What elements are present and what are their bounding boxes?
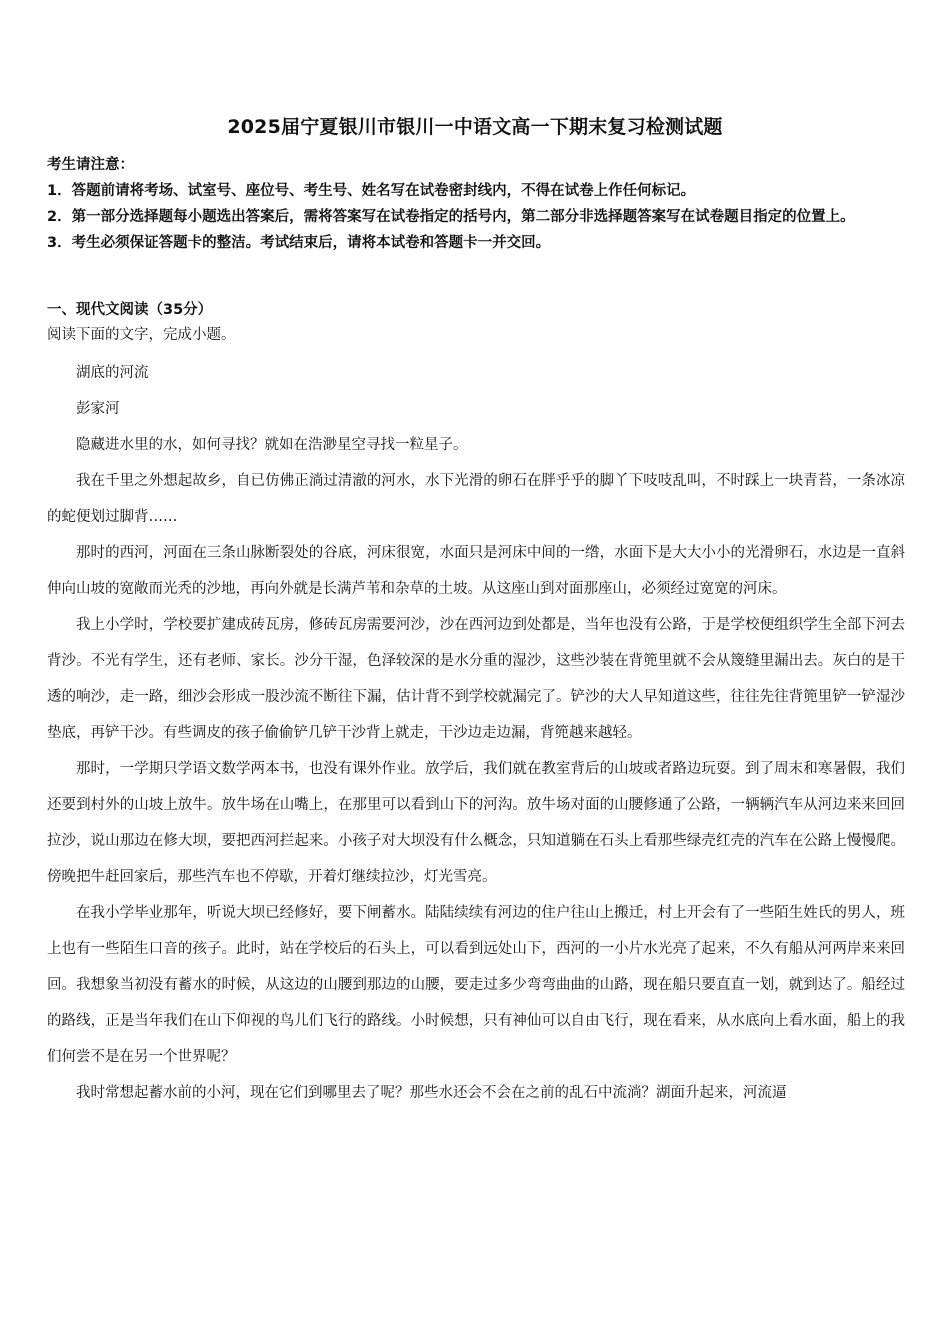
article-paragraph: 那时，一学期只学语文数学两本书，也没有课外作业。放学后，我们就在教室背后的山坡或者路边玩耍。到了周末和寒暑假，我们还要到村外的山坡上放牛。放牛场在山嘴上，在那里可以看到山下的河沟。放牛场对面的山腰修通了公路，一辆辆汽车从河边来来回回拉沙，说山那边在修大坝，要把西河拦起来。小孩子对大坝没有什么概念，只知道躺在石头上看那些绿壳红壳的汽车在公路上慢慢爬。傍晚把牛赶回家后，那些汽车也不停歇，开着灯继续拉沙，灯光雪亮。 xyxy=(47,761,905,885)
notice-heading: 考生请注意： xyxy=(47,157,134,173)
article-author: 彭家河 xyxy=(76,401,120,417)
article-paragraph: 那时的西河，河面在三条山脉断裂处的谷底，河床很宽，水面只是河床中间的一绺，水面下是大大小小的光滑卵石，水边是一直斜伸向山坡的宽敞而光秃的沙地，再向外就是长满芦苇和杂草的土坡。从这座山到对面那座山，必须经过宽宽的河床。 xyxy=(47,545,905,597)
article-paragraph: 我时常想起蓄水前的小河，现在它们到哪里去了呢？那些水还会不会在之前的乱石中流淌？湖面升起来，河流逼 xyxy=(76,1085,787,1101)
notice-item: 3．考生必须保证答题卡的整洁。考试结束后，请将本试卷和答题卡一并交回。 xyxy=(47,235,551,251)
article-title: 湖底的河流 xyxy=(76,365,149,381)
article-paragraph: 在我小学毕业那年，听说大坝已经修好，要下闸蓄水。陆陆续续有河边的住户往山上搬迁，村上开会有了一些陌生姓氏的男人，班上也有一些陌生口音的孩子。此时，站在学校后的石头上，可以看到远处山下，西河的一小片水光亮了起来，不久有船从河两岸来来回回。我想象当初没有蓄水的时候，从这边的山腰到那边的山腰，要走过多少弯弯曲曲的山路，现在船只要直直一划，就到达了。船经过的路线，正是当年我们在山下仰视的鸟儿们飞行的路线。小时候想，只有神仙可以自由飞行，现在看来，从水底向上看水面，船上的我们何尝不是在另一个世界呢？ xyxy=(47,905,905,1065)
reading-passage xyxy=(47,355,905,1111)
notice-item: 2．第一部分选择题每小题选出答案后，需将答案写在试卷指定的括号内，第二部分非选择题答案写在试卷题目指定的位置上。 xyxy=(47,209,855,225)
article-paragraph: 我上小学时，学校要扩建成砖瓦房，修砖瓦房需要河沙，沙在西河边到处都是，当年也没有公路，于是学校便组织学生全部下河去背沙。不光有学生，还有老师、家长。沙分干湿，色泽较深的是水分重的湿沙，这些沙装在背篼里就不会从篾缝里漏出去。灰白的是干透的响沙，走一路，细沙会形成一股沙流不断往下漏，估计背不到学校就漏完了。铲沙的大人早知道这些，往往先往背篼里铲一铲湿沙垫底，再铲干沙。有些调皮的孩子偷偷铲几铲干沙背上就走，干沙边走边漏，背篼越来越轻。 xyxy=(47,617,905,741)
candidate-notice xyxy=(47,152,907,256)
reading-instruction: 阅读下面的文字，完成小题。 xyxy=(47,327,236,343)
article-paragraph: 隐藏进水里的水，如何寻找？就如在浩渺星空寻找一粒星子。 xyxy=(76,437,468,453)
article-paragraph: 我在千里之外想起故乡，自已仿佛正淌过清澈的河水，水下光滑的卵石在胖乎乎的脚丫下吱吱乱叫，不时踩上一块青苔，一条冰凉的蛇便划过脚背…… xyxy=(47,473,905,525)
page-title: 2025届宁夏银川市银川一中语文高一下期末复习检测试题 xyxy=(227,116,723,138)
section-heading: 一、现代文阅读（35分） xyxy=(47,302,213,318)
notice-item: 1．答题前请将考场、试室号、座位号、考生号、姓名写在试卷密封线内，不得在试卷上作任何标记。 xyxy=(47,183,696,199)
